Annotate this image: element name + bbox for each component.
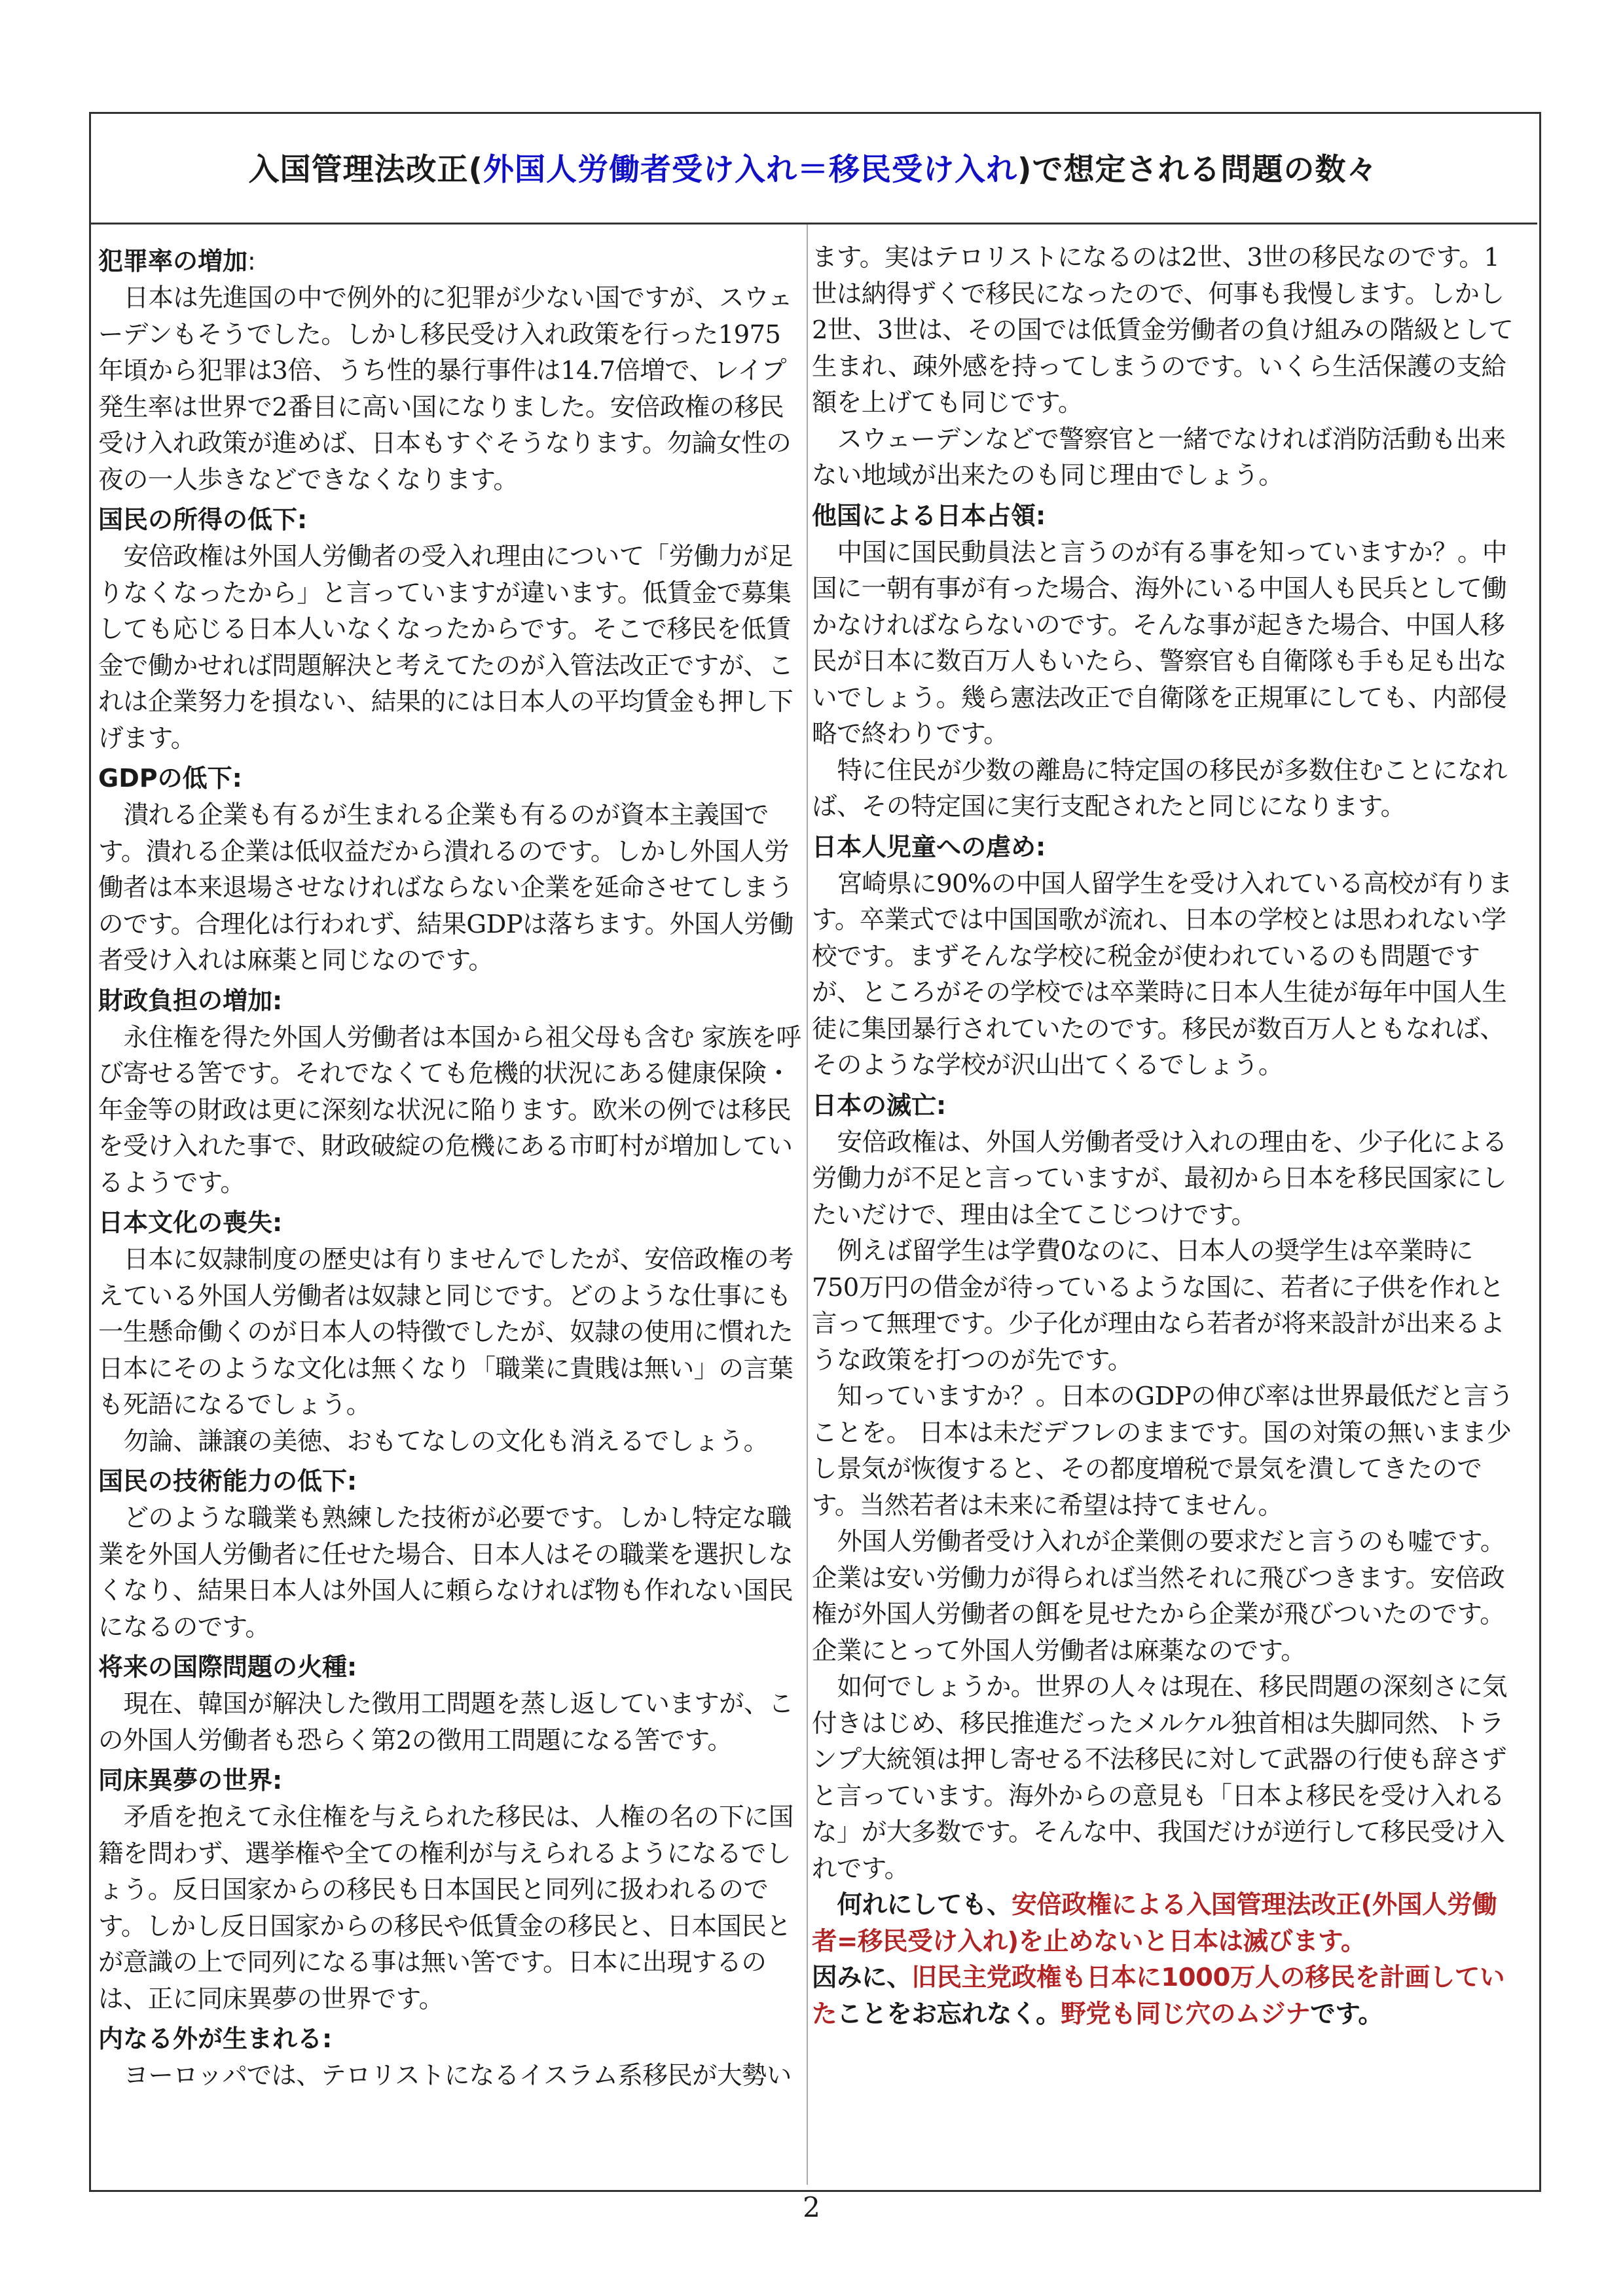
paragraph: 勿論、謙譲の美徳、おもてなしの文化も消えるでしょう。 [123,1426,769,1456]
section-heading-intl: 将来の国際問題の火種: [98,1653,357,1681]
paragraph: 安倍政権は、外国人労働者受け入れの理由を、少子化による労働力が不足と言っていますが、最初から日本を移民国家にしたいだけで、理由は全てこじつけです。 [812,1127,1507,1230]
paragraph: 矛盾を抱えて永住権を与えられた移民は、人権の名の下に国籍を問わず、選挙権や全ての権利が与えられるようになるでしょう。反日国家からの移民も日本国民と同列に扱われるのです。しかし反日国家からの移民や低賃金の移民と、日本国民とが意識の上で同列になる事は無い筈です。日本に出現するのは、正に同床異夢の世界です。 [98,1803,793,2014]
paragraph: 例えば留学生は学費0なのに、日本人の奨学生は卒業時に750万円の借金が待っているような国に、若者に子供を作れと言って無理です。少子化が理由なら若者が将来設計が出来るような政策を打つのが先です。 [812,1236,1505,1375]
section-heading-occupation: 他国による日本占領: [812,501,1046,530]
title-prefix: 入国管理法改正( [248,152,483,188]
section-heading-gdp: GDPの低下: [98,764,242,793]
paragraph: 知っていますか？。日本のGDPの伸び率は世界最低だと言うことを。 日本は未だデフレのままです。国の対策の無いまま少し景気が恢復すると、その都度増税で景気を潰してきたのです。当然若者は未来に希望は持てません。 [812,1382,1514,1520]
section-heading-children: 日本人児童への虐め: [812,832,1046,861]
section-heading-ruin: 日本の滅亡: [812,1090,947,1120]
paragraph: 特に住民が少数の離島に特定国の移民が多数住むことになれば、その特定国に実行支配されたと同じになります。 [812,755,1507,821]
paragraph: 安倍政権は外国人労働者の受入れ理由について「労働力が足りなくなったから」と言っていますが違います。低賃金で募集しても応じる日本人いなくなったからです。そこで移民を低賃金で働かせれば問題解決と考えてたのが入管法改正ですが、これは企業努力を損ない、結果的には日本人の平均賃金も押し下げます。 [98,542,793,753]
paragraph: ヨーロッパでは、テロリストになるイスラム系移民が大勢い [123,2061,792,2090]
section-heading-culture: 日本文化の喪失: [98,1208,283,1237]
section-heading-crime: 犯罪率の増加: [98,247,256,276]
right-column [812,240,1519,2032]
page-number: 2 [803,2191,820,2223]
paragraph: 日本は先進国の中で例外的に犯罪が少ない国ですが、スウェーデンもそうでした。しかし移民受け入れ政策を行った1975年頃から犯罪は3倍、うち性的暴行事件は14.7倍増で、レイプ発生率は世界で2番目に高い国になりました。安倍政権の移民受け入れ政策が進めば、日本もすぐそうなります。勿論女性の夜の一人歩きなどできなくなります。 [98,283,793,495]
paragraph: 外国人労働者受け入れが企業側の要求だと言うのも嘘です。企業は安い労働力が得られば当然それに飛びつきます。安倍政権が外国人労働者の餌を見せたから企業が飛びついたのです。企業にとって外国人労働者は麻薬なのです。 [812,1527,1505,1666]
paragraph: 日本に奴隷制度の歴史は有りませんでしたが、安倍政権の考えている外国人労働者は奴隷と同じです。どのような仕事にも一生懸命働くのが日本人の特徴でしたが、奴隷の使用に慣れた日本にそのような文化は無くなり「職業に貴賎は無い」の言葉も死語になるでしょう。 [98,1245,793,1420]
page-title [89,112,1537,224]
paragraph-continued: ます。実はテロリストになるのは2世、3世の移民なのです。1世は納得ずくで移民になったので、何事も我慢します。しかし2世、3世は、その国では低賃金労働者の負け組みの階級として生まれ、疎外感を持ってしまうのです。いくら生活保護の支給額を上げても同じです。 [812,243,1514,418]
conclusion-paragraph-2: 因みに、旧民主党政権も日本に1000万人の移民を計画していたことをお忘れなく。野党も同じ穴のムジナです。 [812,1963,1505,2029]
title-highlight: 外国人労働者受け入れ＝移民受け入れ [483,152,1017,188]
paragraph: 中国に国民動員法と言うのが有る事を知っていますか？。中国に一朝有事が有った場合、海外にいる中国人も民兵として働かなければならないのです。そんな事が起きた場合、中国人移民が日本に数百万人もいたら、警察官も自衛隊も手も足も出ないでしょう。幾ら憲法改正で自衛隊を正規軍にしても、内部侵略で終わりです。 [812,537,1507,749]
paragraph: 現在、韓国が解決した徴用工問題を蒸し返していますが、この外国人労働者も恐らく第2の徴用工問題になる筈です。 [98,1689,793,1755]
left-column [98,240,805,2094]
paragraph: 如何でしょうか。世界の人々は現在、移民問題の深刻さに気付きはじめ、移民推進だったメルケル独首相は失脚同然、トランプ大統領は押し寄せる不法移民に対して武器の行使も辞さずと言っています。海外からの意見も「日本よ移民を受け入れるな」が大多数です。そんな中、我国だけが逆行して移民受け入れです。 [812,1672,1507,1884]
section-heading-skills: 国民の技術能力の低下: [98,1467,357,1496]
section-heading-inner: 内なる外が生まれる: [98,2024,333,2053]
paragraph: 宮崎県に90%の中国人留学生を受け入れている高校が有ります。卒業式では中国国歌が流れ、日本の学校とは思われない学校です。まずそんな学校に税金が使われているのも問題ですが、ところがその学校では卒業時に日本人生徒が毎年中国人生徒に集団暴行されていたのです。移民が数百万人ともなれば、そのような学校が沢山出てくるでしょう。 [812,869,1512,1080]
paragraph: 潰れる企業も有るが生まれる企業も有るのが資本主義国です。潰れる企業は低収益だから潰れるのです。しかし外国人労働者は本来退場させなければならない企業を延命させてしまうのです。合理化は行われず、結果GDPは落ちます。外国人労働者受け入れは麻薬と同じなのです。 [98,800,793,975]
column-divider [807,224,808,2185]
title-suffix: )で想定される問題の数々 [1017,152,1378,188]
section-heading-dream: 同床異夢の世界: [98,1766,283,1795]
section-heading-finance: 財政負担の増加: [98,986,283,1015]
conclusion-paragraph-1: 何れにしても、安倍政権による入国管理法改正(外国人労働者=移民受け入れ)を止めないと日本は滅びます。 [812,1890,1497,1956]
paragraph: 永住権を得た外国人労働者は本国から祖父母も含む 家族を呼び寄せる筈です。それでなくても危機的状況にある健康保険・年金等の財政は更に深刻な状況に陥ります。欧米の例では移民を受け入れた事で、財政破綻の危機にある市町村が増加しているようです。 [98,1022,801,1198]
paragraph: どのような職業も熟練した技術が必要です。しかし特定な職業を外国人労働者に任せた場合、日本人はその職業を選択しなくなり、結果日本人は外国人に頼らなければ物も作れない国民になるのです。 [98,1503,793,1642]
section-heading-income: 国民の所得の低下: [98,505,308,534]
paragraph: スウェーデンなどで警察官と一緒でなければ消防活動も出来ない地域が出来たのも同じ理由でしょう。 [812,424,1506,490]
